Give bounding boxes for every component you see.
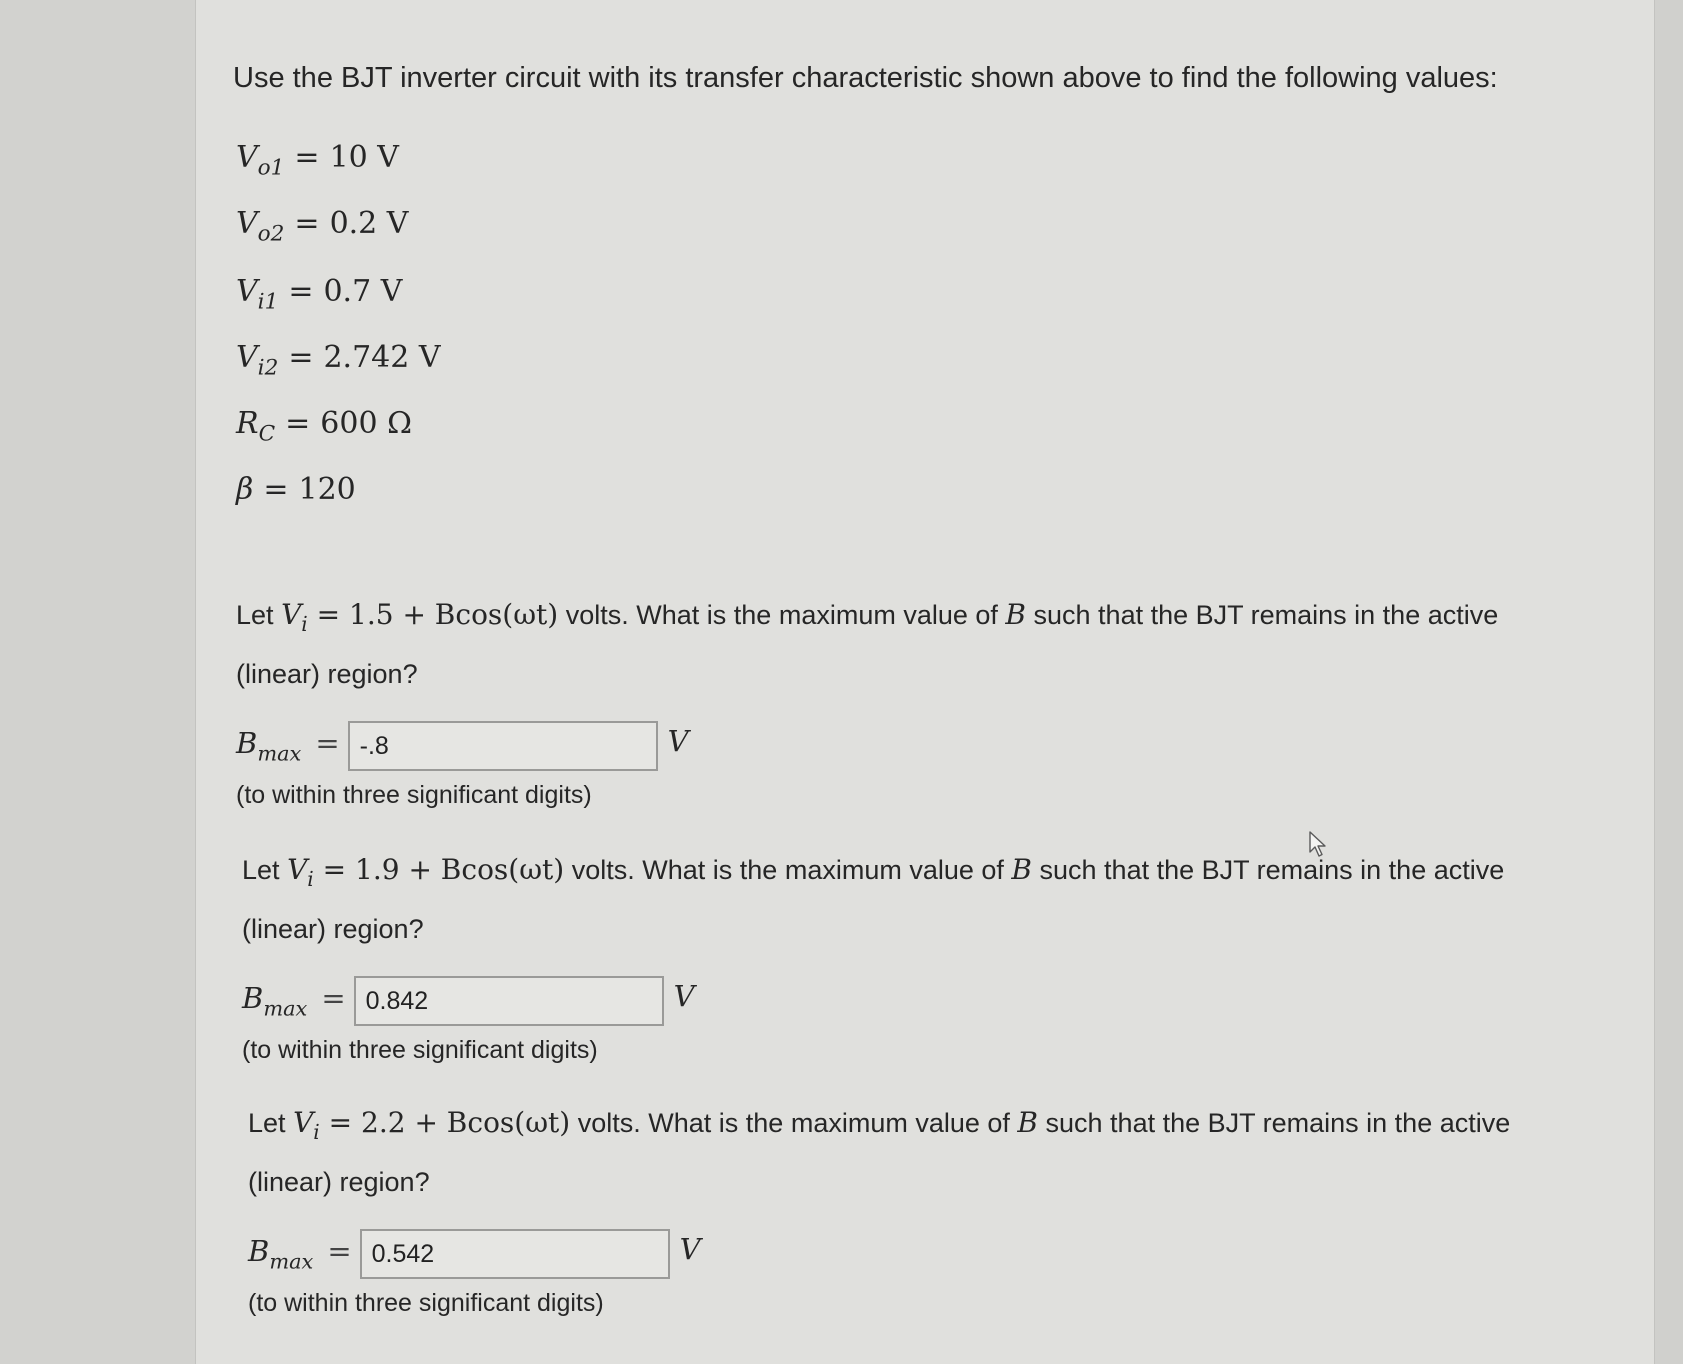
given-symbol: V xyxy=(236,274,258,309)
answer-label-sub: max xyxy=(263,996,308,1021)
bmax-input-1[interactable] xyxy=(348,721,658,771)
question-var-b: B xyxy=(1017,1106,1038,1139)
question-prefix: Let xyxy=(242,855,280,885)
question-1 xyxy=(236,590,1536,810)
answer-row xyxy=(236,719,1536,773)
given-equals: = xyxy=(294,206,320,241)
given-value: 120 xyxy=(298,472,356,507)
unit-label: V xyxy=(673,979,695,1014)
question-prefix: Let xyxy=(236,600,274,630)
given-equals: = xyxy=(294,140,320,175)
given-value: 0.7 V xyxy=(323,274,403,309)
question-suffix: volts. What is the maximum value of xyxy=(571,855,1004,885)
question-var-b: B xyxy=(1005,598,1026,631)
question-var-sub: i xyxy=(313,1120,320,1145)
given-value: 10 V xyxy=(329,140,399,175)
given-vi2 xyxy=(236,340,441,381)
answer-label-var: B xyxy=(248,1234,270,1269)
right-gutter xyxy=(1653,0,1683,1364)
question-equation xyxy=(293,1106,571,1145)
question-var: V xyxy=(281,598,302,631)
significant-digits-hint: (to within three significant digits) xyxy=(236,781,592,810)
given-subscript: i1 xyxy=(257,289,279,315)
unit-label: V xyxy=(679,1232,701,1267)
bmax-input-3[interactable] xyxy=(360,1229,670,1279)
question-suffix: volts. What is the maximum value of xyxy=(577,1108,1010,1138)
given-subscript: o1 xyxy=(257,155,285,181)
question-eq-body: = 2.2 + Bcos(ωt) xyxy=(328,1106,571,1139)
question-var-b: B xyxy=(1011,853,1032,886)
answer-label xyxy=(242,981,354,1020)
answer-equals: = xyxy=(327,1234,352,1269)
significant-digits-hint: (to within three significant digits) xyxy=(248,1289,604,1318)
answer-label xyxy=(236,726,348,765)
question-equation xyxy=(281,598,559,637)
given-equals: = xyxy=(263,472,289,507)
left-gutter xyxy=(0,0,195,1364)
question-var-sub: i xyxy=(307,867,314,892)
given-equals: = xyxy=(288,274,314,309)
given-symbol: V xyxy=(236,140,258,175)
question-suffix2: such that the BJT remains in the active (linear) region? xyxy=(236,600,1499,690)
answer-label-sub: max xyxy=(269,1249,314,1274)
question-suffix2: such that the BJT remains in the active (linear) region? xyxy=(242,855,1505,945)
question-eq-body: = 1.5 + Bcos(ωt) xyxy=(316,598,559,631)
given-vo2 xyxy=(236,206,408,247)
given-symbol: V xyxy=(236,340,258,375)
given-beta xyxy=(236,472,356,513)
question-2 xyxy=(242,845,1542,1065)
question-text xyxy=(242,845,1542,954)
given-symbol: β xyxy=(236,472,254,507)
question-prefix: Let xyxy=(248,1108,286,1138)
given-value: 600 Ω xyxy=(320,406,412,441)
question-text xyxy=(236,590,1536,699)
answer-label xyxy=(248,1234,360,1273)
given-subscript: C xyxy=(258,421,276,447)
given-value: 0.2 V xyxy=(329,206,409,241)
given-equals: = xyxy=(285,406,311,441)
given-vo1 xyxy=(236,140,399,181)
given-symbol: R xyxy=(236,406,259,441)
question-var: V xyxy=(293,1106,314,1139)
answer-label-sub: max xyxy=(257,741,302,766)
question-text xyxy=(248,1098,1548,1207)
given-subscript: o2 xyxy=(257,221,285,247)
question-var: V xyxy=(287,853,308,886)
answer-row xyxy=(248,1227,1548,1281)
unit-label: V xyxy=(667,724,689,759)
question-suffix2: such that the BJT remains in the active (linear) region? xyxy=(248,1108,1511,1198)
mouse-pointer-icon xyxy=(1308,830,1330,858)
answer-row xyxy=(242,974,1542,1028)
answer-equals: = xyxy=(321,981,346,1016)
given-subscript: i2 xyxy=(257,355,279,381)
answer-label-var: B xyxy=(236,726,258,761)
given-value: 2.742 V xyxy=(323,340,441,375)
given-symbol: V xyxy=(236,206,258,241)
question-suffix: volts. What is the maximum value of xyxy=(565,600,998,630)
bmax-input-2[interactable] xyxy=(354,976,664,1026)
given-equals: = xyxy=(288,340,314,375)
given-vi1 xyxy=(236,274,402,315)
question-3 xyxy=(248,1098,1548,1318)
question-equation xyxy=(287,853,565,892)
answer-equals: = xyxy=(315,726,340,761)
intro-text: Use the BJT inverter circuit with its transfer characteristic shown above to find the following values: xyxy=(233,62,1498,94)
question-panel xyxy=(195,0,1655,1364)
given-rc xyxy=(236,406,412,447)
significant-digits-hint: (to within three significant digits) xyxy=(242,1036,598,1065)
question-var-sub: i xyxy=(301,612,308,637)
answer-label-var: B xyxy=(242,981,264,1016)
question-eq-body: = 1.9 + Bcos(ωt) xyxy=(322,853,565,886)
